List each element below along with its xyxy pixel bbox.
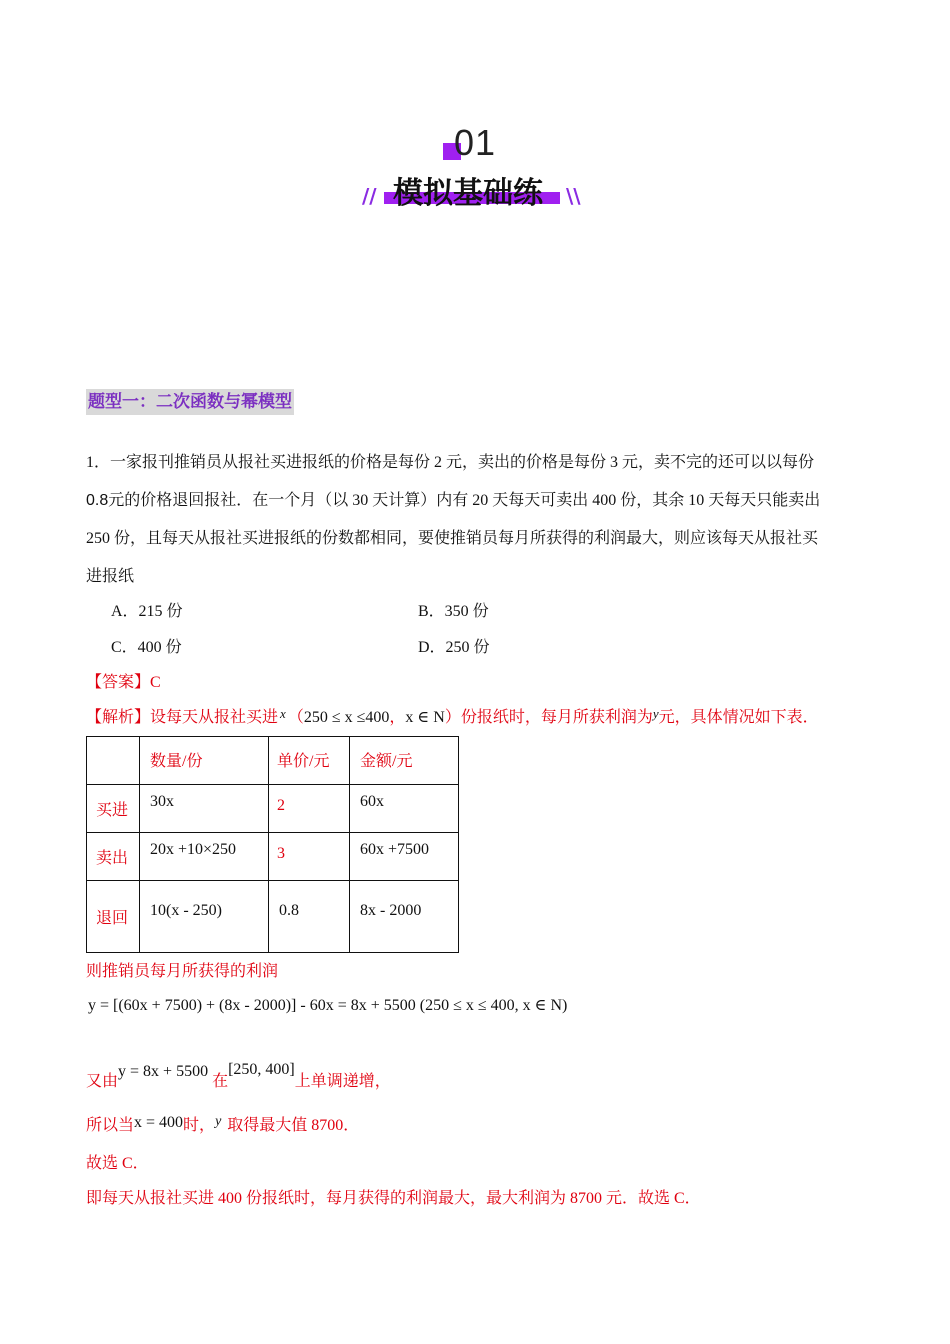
question-line-3: 250 份，且每天从报社买进报纸的份数都相同，要使推销员每月所获得的利润最大，则应该每天从报社买	[86, 530, 819, 547]
var-y: y	[652, 706, 659, 721]
maximum-text-1: 所以当	[86, 1117, 135, 1134]
maximum-text-2: 时，	[183, 1117, 216, 1134]
question-line-4: 进报纸	[86, 568, 135, 585]
buy-price: 2	[269, 785, 350, 833]
interval: [250, 400]	[228, 1061, 295, 1078]
return-quantity: 10(x - 250)	[140, 881, 269, 953]
monotonic-text-3: 上单调递增，	[294, 1073, 391, 1090]
header-amount: 金额/元	[350, 737, 459, 785]
option-a: A．215 份	[111, 603, 183, 620]
row-label-buy: 买进	[87, 785, 140, 833]
table-row	[87, 881, 459, 953]
section-heading: 题型一：二次函数与幂模型	[86, 389, 294, 415]
sell-amount: 60x +7500	[350, 833, 459, 881]
row-label-sell: 卖出	[87, 833, 140, 881]
analysis-text-1: 设每天从报社买进	[150, 709, 279, 726]
table-row	[87, 833, 459, 881]
return-price: 0.8	[269, 881, 350, 953]
monotonic-line	[86, 1054, 391, 1091]
buy-quantity: 30x	[140, 785, 269, 833]
comma: ，	[389, 709, 406, 726]
profit-intro: 则推销员每月所获得的利润	[86, 963, 279, 980]
header-cell-empty	[87, 737, 140, 785]
maximum-line	[86, 1112, 359, 1135]
var-y-max: y	[215, 1114, 222, 1129]
sell-price: 3	[269, 833, 350, 881]
answer-line	[86, 669, 161, 692]
analysis-line	[86, 704, 819, 727]
natural-set: x ∈ N	[405, 709, 445, 726]
question-line-2-text: 元的价格退回报社．在一个月（以 30 天计算）内有 20 天每天可卖出 400 份，其余 10 天每天只能卖出	[108, 492, 821, 509]
header-quantity: 数量/份	[140, 737, 269, 785]
profit-table	[86, 736, 459, 953]
range-inequality: 250 ≤ x ≤400	[303, 709, 390, 726]
monotonic-text-2: 在	[212, 1073, 229, 1090]
table-header-row	[87, 737, 459, 785]
price-value: 0.8	[86, 492, 109, 509]
table-row	[87, 785, 459, 833]
linear-function: y = 8x + 5500	[118, 1063, 209, 1080]
analysis-text-2: 份报纸时，每月所获利润为	[460, 709, 653, 726]
answer-value: C	[150, 674, 161, 691]
option-d: D．250 份	[418, 639, 490, 656]
left-slash-marks: //	[362, 184, 377, 208]
paren-close: ）	[444, 709, 461, 726]
question-line-2	[86, 487, 820, 510]
analysis-text-3: 元，具体情况如下表．	[658, 709, 819, 726]
header-unit-price: 单价/元	[269, 737, 350, 785]
conclusion-line: 即每天从报社买进 400 份报纸时，每月获得的利润最大，最大利润为 8700 元．故选 C．	[86, 1190, 701, 1207]
question-line-1: 1．一家报刊推销员从报社买进报纸的价格是每份 2 元，卖出的价格是每份 3 元，卖不完的还可以以每份	[86, 454, 815, 471]
max-x-equation: x = 400	[134, 1114, 184, 1131]
right-slash-marks: \\	[566, 184, 581, 208]
option-c: C．400 份	[111, 639, 182, 656]
monotonic-text-1: 又由	[86, 1073, 119, 1090]
choose-line: 故选 C．	[86, 1155, 149, 1172]
paren-open: （	[287, 709, 304, 726]
sell-quantity: 20x +10×250	[140, 833, 269, 881]
analysis-label: 【解析】	[86, 709, 151, 726]
row-label-return: 退回	[87, 881, 140, 953]
return-amount: 8x - 2000	[350, 881, 459, 953]
var-x: x	[280, 706, 286, 721]
answer-label: 【答案】	[86, 674, 151, 691]
buy-amount: 60x	[350, 785, 459, 833]
maximum-text-3: 取得最大值 8700．	[227, 1117, 360, 1134]
section-number: 01	[454, 122, 497, 163]
option-b: B．350 份	[418, 603, 489, 620]
profit-formula: y = [(60x + 7500) + (8x - 2000)] - 60x = 8x + 5500 (250 ≤ x ≤ 400, x ∈ N)	[88, 997, 568, 1014]
page-title: 模拟基础练	[393, 176, 543, 211]
